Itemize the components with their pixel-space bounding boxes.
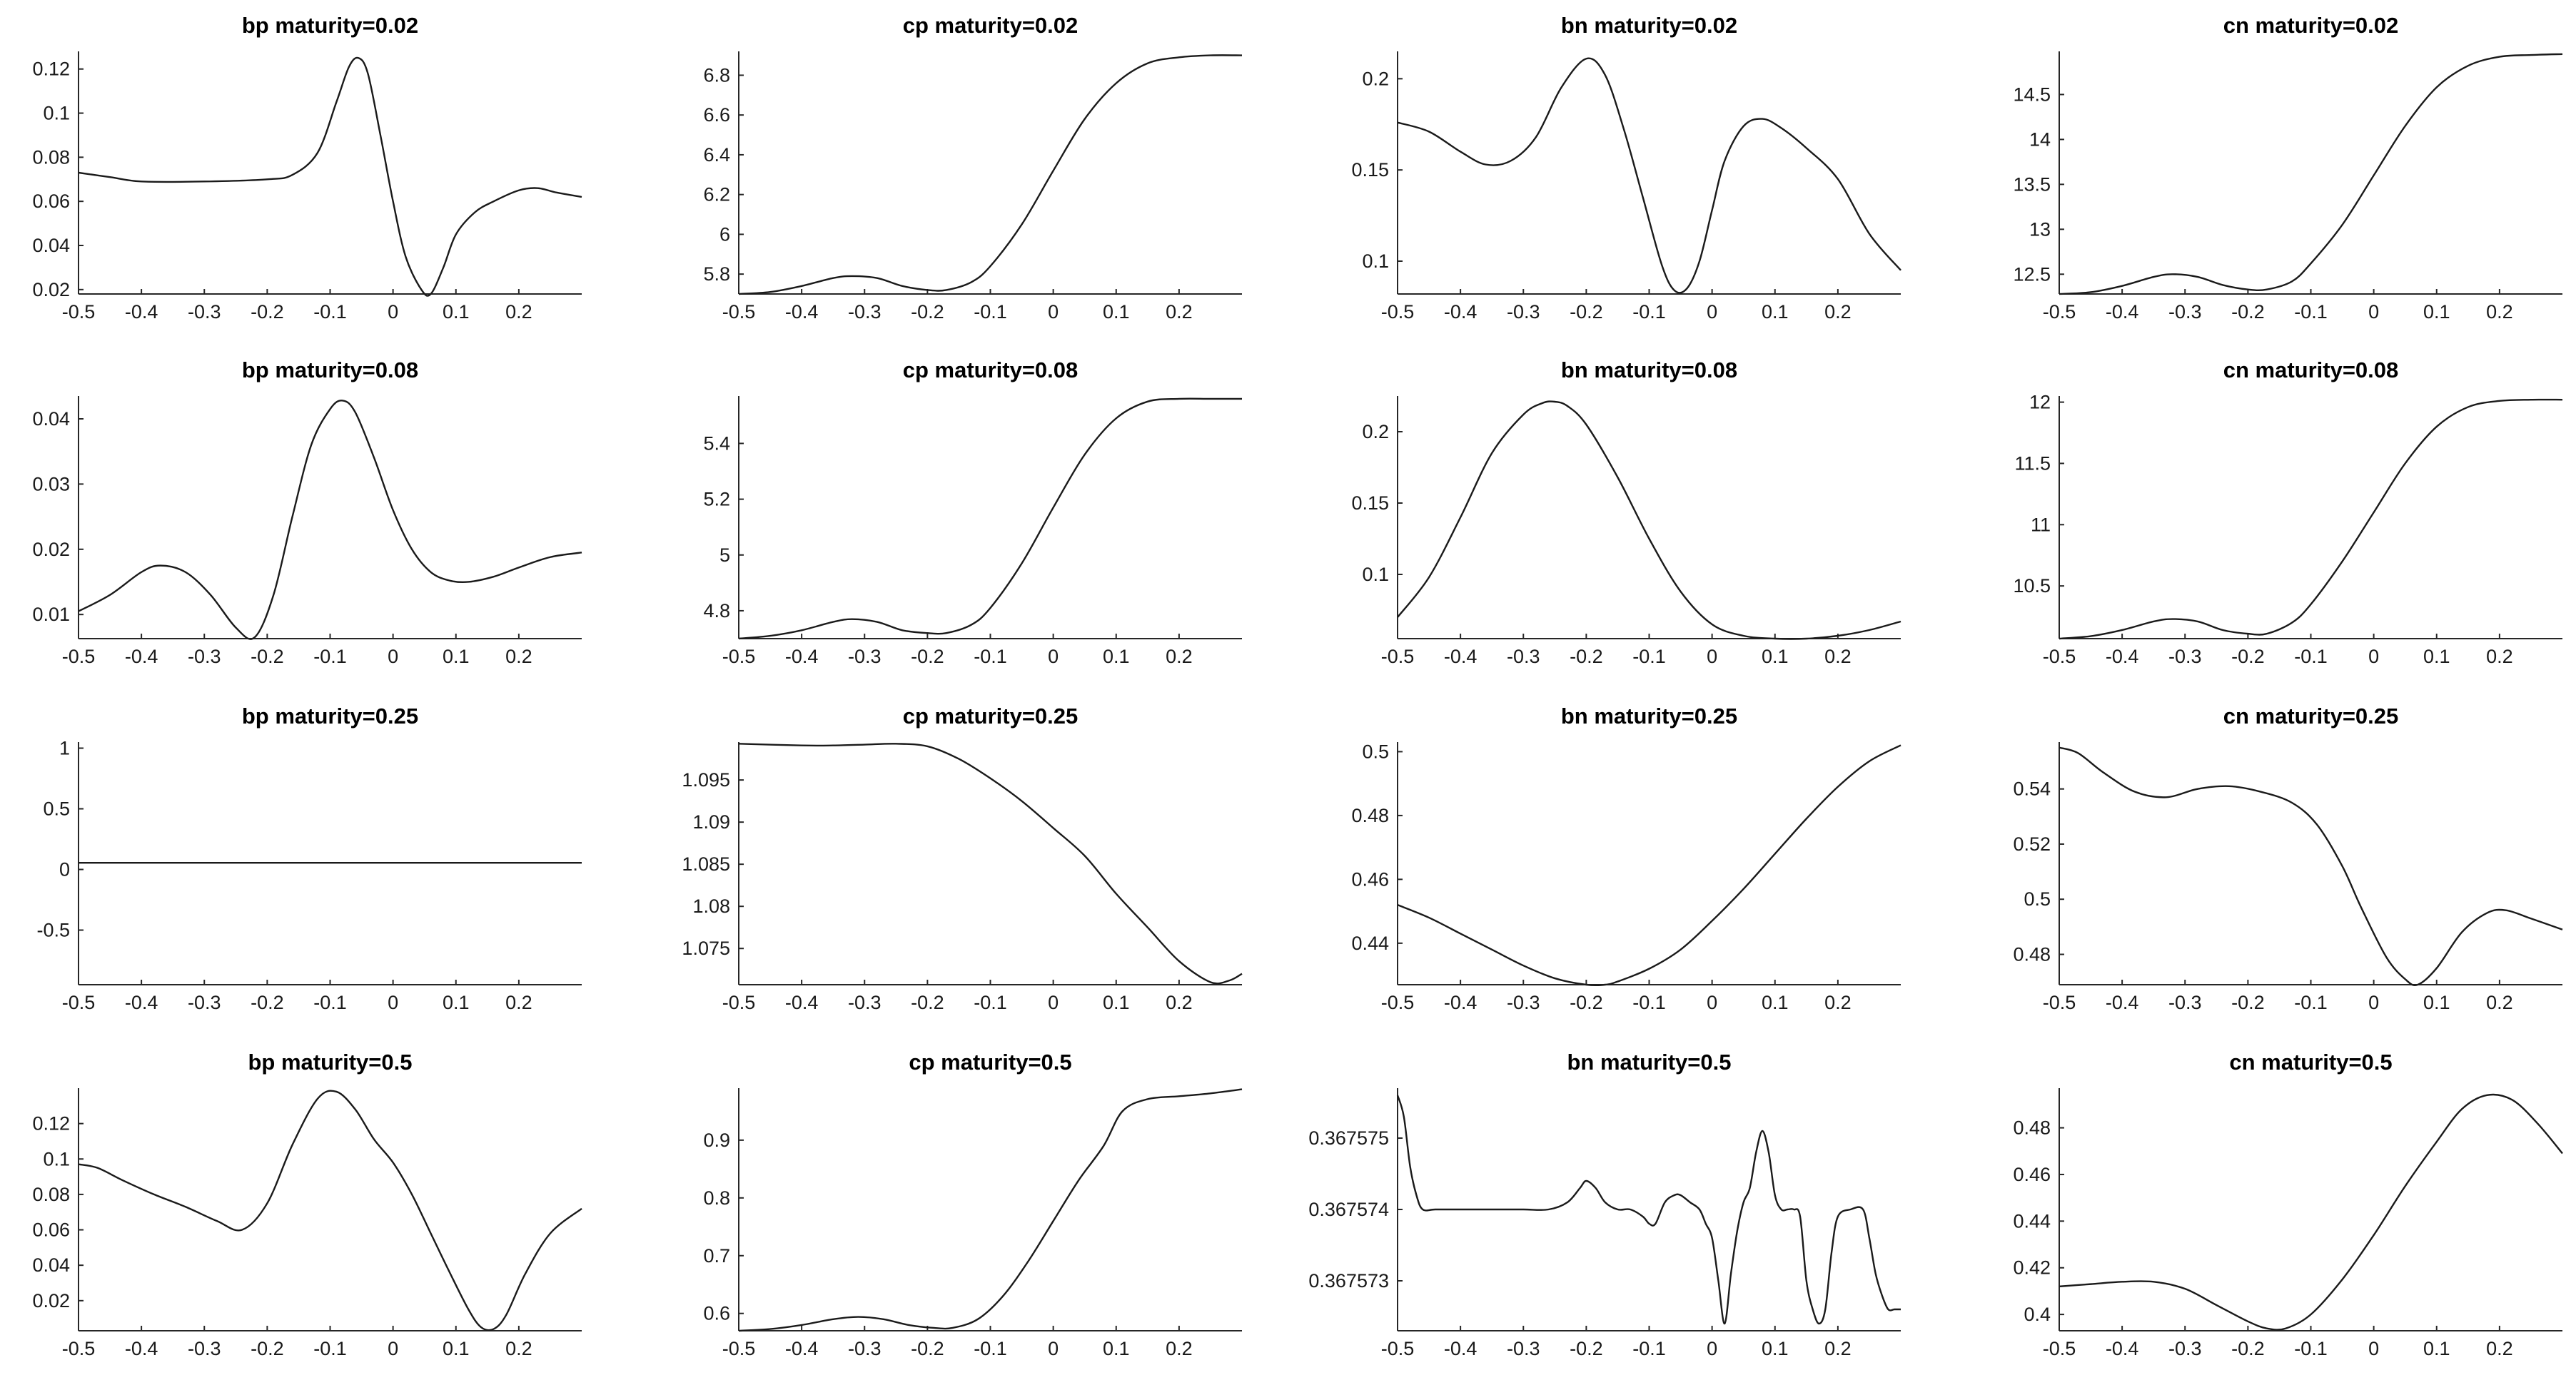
- y-tick-label: 0.1: [43, 1148, 70, 1170]
- x-tick-label: -0.3: [1506, 992, 1540, 1013]
- x-tick-label: 0.1: [442, 301, 470, 323]
- y-tick-label: 0.02: [32, 1289, 70, 1311]
- subplot-title: cn maturity=0.5: [2229, 1050, 2393, 1075]
- y-tick-label: 0.46: [2013, 1163, 2051, 1185]
- y-tick-label: -0.5: [36, 919, 70, 941]
- x-tick-label: 0.1: [442, 1338, 470, 1359]
- y-tick-label: 0.5: [2024, 888, 2051, 910]
- x-tick-label: -0.1: [2294, 992, 2328, 1013]
- y-tick-label: 0.04: [32, 1254, 70, 1277]
- x-tick-label: -0.3: [847, 1338, 882, 1359]
- subplot-title: cp maturity=0.5: [909, 1050, 1072, 1075]
- x-tick-label: -0.4: [2105, 301, 2139, 323]
- y-tick-label: 1.085: [682, 853, 730, 876]
- y-tick-label: 0: [59, 858, 70, 881]
- series-line: [1398, 1095, 1901, 1324]
- x-tick-label: -0.2: [911, 646, 944, 667]
- y-tick-label: 0.15: [1351, 159, 1389, 181]
- series-line: [739, 1090, 1242, 1331]
- y-tick-label: 0.5: [43, 798, 70, 820]
- x-tick-label: -0.4: [1443, 646, 1478, 667]
- x-tick-label: -0.2: [251, 992, 284, 1013]
- x-tick-label: -0.4: [784, 992, 819, 1013]
- y-tick-label: 0.7: [703, 1244, 730, 1267]
- x-tick-label: -0.3: [847, 301, 882, 323]
- x-tick-label: -0.1: [1632, 1338, 1666, 1359]
- y-tick-label: 0.367573: [1308, 1270, 1389, 1292]
- subplot-title: cp maturity=0.08: [902, 357, 1079, 382]
- x-tick-label: 0.2: [1824, 992, 1852, 1013]
- x-tick-label: -0.1: [2294, 646, 2328, 667]
- x-tick-label: -0.2: [1570, 1338, 1603, 1359]
- x-tick-label: -0.2: [2231, 301, 2265, 323]
- x-tick-label: -0.3: [2168, 992, 2202, 1013]
- y-tick-label: 1.075: [682, 938, 730, 960]
- x-tick-label: -0.3: [1506, 1338, 1540, 1359]
- x-tick-label: 0.1: [1102, 646, 1130, 667]
- series-line: [739, 744, 1242, 983]
- x-tick-label: 0.2: [1824, 1338, 1852, 1359]
- x-tick-label: 0: [1048, 1338, 1059, 1359]
- x-tick-label: 0: [2368, 301, 2380, 323]
- x-tick-label: -0.5: [1380, 646, 1415, 667]
- y-tick-label: 4.8: [703, 599, 730, 621]
- x-tick-label: 0.1: [1761, 646, 1789, 667]
- x-tick-label: 0.1: [2423, 646, 2450, 667]
- y-tick-label: 0.2: [1362, 68, 1389, 90]
- subplot-title: cn maturity=0.25: [2223, 704, 2399, 729]
- y-tick-label: 0.54: [2013, 778, 2051, 800]
- series-line: [1398, 745, 1901, 985]
- y-tick-label: 0.6: [703, 1302, 730, 1324]
- y-tick-label: 0.48: [2013, 1117, 2051, 1139]
- x-tick-label: 0: [388, 646, 399, 667]
- x-tick-label: -0.4: [2105, 992, 2139, 1013]
- x-tick-label: -0.4: [124, 646, 158, 667]
- y-tick-label: 1.09: [692, 811, 730, 833]
- subplot-bp-maturity-0.25: [36, 704, 582, 1013]
- x-tick-label: -0.1: [2294, 301, 2328, 323]
- x-tick-label: 0.2: [1166, 992, 1193, 1013]
- y-tick-label: 0.52: [2013, 833, 2051, 855]
- y-tick-label: 5.2: [703, 488, 730, 510]
- y-tick-label: 0.9: [703, 1129, 730, 1151]
- x-tick-label: 0: [2368, 1338, 2380, 1359]
- x-tick-label: -0.2: [2231, 992, 2265, 1013]
- y-tick-label: 0.367575: [1308, 1127, 1389, 1149]
- x-tick-label: -0.5: [61, 646, 96, 667]
- y-tick-label: 11: [2030, 514, 2051, 536]
- x-tick-label: 0.1: [1102, 301, 1130, 323]
- x-tick-label: -0.4: [2105, 1338, 2139, 1359]
- x-tick-label: -0.3: [847, 992, 882, 1013]
- y-tick-label: 0.1: [1362, 250, 1389, 272]
- subplot-title: bp maturity=0.02: [241, 13, 419, 38]
- x-tick-label: 0.1: [442, 646, 470, 667]
- x-tick-label: -0.5: [1380, 992, 1415, 1013]
- y-tick-label: 0.367574: [1308, 1199, 1389, 1220]
- x-tick-label: 0.2: [505, 301, 532, 323]
- y-tick-label: 5: [719, 544, 730, 566]
- subplot-title: bp maturity=0.5: [248, 1050, 413, 1075]
- x-tick-label: -0.5: [1380, 301, 1415, 323]
- y-tick-label: 0.48: [2013, 943, 2051, 965]
- x-tick-label: -0.5: [2042, 301, 2076, 323]
- x-tick-label: -0.2: [911, 1338, 944, 1359]
- series-line: [1398, 402, 1901, 639]
- x-tick-label: -0.5: [61, 301, 96, 323]
- subplot-cp-maturity-0.02: [703, 13, 1242, 323]
- subplot-cn-maturity-0.08: [2013, 357, 2562, 667]
- x-tick-label: -0.1: [974, 301, 1007, 323]
- y-tick-label: 0.02: [32, 278, 70, 300]
- x-tick-label: 0.1: [1761, 301, 1789, 323]
- y-tick-label: 0.06: [32, 191, 70, 213]
- x-tick-label: -0.3: [1506, 646, 1540, 667]
- y-tick-label: 1: [59, 737, 70, 759]
- series-line: [79, 1091, 582, 1331]
- y-tick-label: 0.12: [32, 58, 70, 80]
- y-tick-label: 0.5: [1362, 741, 1389, 763]
- y-tick-label: 0.1: [43, 102, 70, 124]
- x-tick-label: 0.1: [442, 992, 470, 1013]
- series-line: [79, 58, 582, 296]
- x-tick-label: 0.2: [2486, 646, 2513, 667]
- x-tick-label: -0.1: [313, 992, 347, 1013]
- x-tick-label: 0.1: [1102, 1338, 1130, 1359]
- x-tick-label: -0.1: [313, 301, 347, 323]
- x-tick-label: -0.3: [187, 301, 221, 323]
- series-line: [79, 400, 582, 639]
- x-tick-label: -0.3: [187, 646, 221, 667]
- y-tick-label: 6.8: [703, 64, 730, 86]
- x-tick-label: -0.2: [251, 646, 284, 667]
- subplot-title: cp maturity=0.25: [902, 704, 1079, 729]
- x-tick-label: -0.1: [1632, 301, 1666, 323]
- x-tick-label: 0: [2368, 992, 2380, 1013]
- x-tick-label: -0.4: [124, 992, 158, 1013]
- y-tick-label: 14: [2029, 128, 2051, 151]
- x-tick-label: 0.2: [505, 646, 532, 667]
- subplot-title: bn maturity=0.08: [1560, 357, 1738, 382]
- y-tick-label: 12.5: [2013, 263, 2051, 285]
- subplot-cp-maturity-0.08: [703, 357, 1242, 667]
- x-tick-label: -0.5: [2042, 1338, 2076, 1359]
- x-tick-label: -0.3: [2168, 301, 2202, 323]
- x-tick-label: 0.1: [2423, 301, 2450, 323]
- subplot-cn-maturity-0.5: [2013, 1050, 2562, 1359]
- x-tick-label: -0.3: [1506, 301, 1540, 323]
- y-tick-label: 5.8: [703, 263, 730, 285]
- y-tick-label: 0.42: [2013, 1257, 2051, 1279]
- series-line: [2059, 400, 2562, 639]
- x-tick-label: -0.5: [1380, 1338, 1415, 1359]
- x-tick-label: -0.2: [1570, 992, 1603, 1013]
- x-tick-label: -0.5: [61, 992, 96, 1013]
- x-tick-label: -0.4: [784, 301, 819, 323]
- subplot-cp-maturity-0.5: [703, 1050, 1242, 1359]
- subplot-title: cn maturity=0.08: [2223, 357, 2399, 382]
- series-line: [739, 399, 1242, 639]
- x-tick-label: 0.2: [2486, 301, 2513, 323]
- y-tick-label: 0.1: [1362, 564, 1389, 585]
- subplot-cp-maturity-0.25: [682, 704, 1242, 1013]
- x-tick-label: 0.2: [1166, 1338, 1193, 1359]
- y-tick-label: 0.04: [32, 407, 70, 430]
- x-tick-label: -0.2: [1570, 301, 1603, 323]
- y-tick-label: 6: [719, 223, 730, 245]
- x-tick-label: 0: [1707, 646, 1718, 667]
- y-tick-label: 0.03: [32, 473, 70, 495]
- x-tick-label: -0.5: [722, 646, 756, 667]
- subplot-bn-maturity-0.25: [1351, 704, 1901, 1013]
- x-tick-label: 0: [1707, 992, 1718, 1013]
- x-tick-label: 0: [1048, 646, 1059, 667]
- y-tick-label: 13.5: [2013, 173, 2051, 196]
- x-tick-label: -0.4: [1443, 992, 1478, 1013]
- y-tick-label: 12: [2029, 391, 2051, 413]
- subplot-bn-maturity-0.5: [1308, 1050, 1901, 1359]
- series-line: [1398, 59, 1901, 293]
- y-tick-label: 0.2: [1362, 421, 1389, 442]
- y-tick-label: 5.4: [703, 432, 730, 455]
- series-line: [739, 55, 1242, 294]
- y-tick-label: 0.01: [32, 604, 70, 626]
- y-tick-label: 0.44: [1351, 932, 1389, 954]
- x-tick-label: -0.1: [1632, 992, 1666, 1013]
- x-tick-label: -0.1: [1632, 646, 1666, 667]
- x-tick-label: -0.4: [1443, 1338, 1478, 1359]
- y-tick-label: 0.8: [703, 1187, 730, 1209]
- x-tick-label: -0.2: [251, 301, 284, 323]
- y-tick-label: 0.08: [32, 1183, 70, 1205]
- y-tick-label: 0.44: [2013, 1210, 2051, 1232]
- series-line: [2059, 748, 2562, 985]
- x-tick-label: 0.2: [1166, 301, 1193, 323]
- x-tick-label: -0.3: [2168, 1338, 2202, 1359]
- x-tick-label: 0: [1048, 992, 1059, 1013]
- x-tick-label: -0.3: [187, 992, 221, 1013]
- x-tick-label: -0.2: [251, 1338, 284, 1359]
- subplot-cn-maturity-0.02: [2013, 13, 2562, 323]
- x-tick-label: 0.1: [2423, 1338, 2450, 1359]
- y-tick-label: 0.06: [32, 1219, 70, 1241]
- subplot-title: bn maturity=0.25: [1560, 704, 1738, 729]
- x-tick-label: -0.4: [784, 1338, 819, 1359]
- x-tick-label: -0.2: [2231, 646, 2265, 667]
- y-tick-label: 11.5: [2014, 452, 2051, 475]
- x-tick-label: -0.5: [2042, 992, 2076, 1013]
- y-tick-label: 0.12: [32, 1112, 70, 1135]
- x-tick-label: -0.1: [974, 1338, 1007, 1359]
- y-tick-label: 0.04: [32, 235, 70, 256]
- y-tick-label: 0.4: [2024, 1304, 2051, 1326]
- x-tick-label: -0.5: [722, 992, 756, 1013]
- y-tick-label: 0.46: [1351, 868, 1389, 891]
- x-tick-label: -0.1: [974, 992, 1007, 1013]
- x-tick-label: -0.2: [911, 992, 944, 1013]
- y-tick-label: 14.5: [2013, 83, 2051, 106]
- y-tick-label: 13: [2029, 218, 2051, 240]
- x-tick-label: 0.2: [2486, 1338, 2513, 1359]
- x-tick-label: -0.2: [2231, 1338, 2265, 1359]
- x-tick-label: -0.5: [2042, 646, 2076, 667]
- x-tick-label: -0.5: [722, 1338, 756, 1359]
- x-tick-label: -0.2: [1570, 646, 1603, 667]
- subplot-bn-maturity-0.08: [1351, 357, 1901, 667]
- x-tick-label: -0.4: [784, 646, 819, 667]
- y-tick-label: 0.02: [32, 538, 70, 560]
- x-tick-label: 0.1: [1761, 1338, 1789, 1359]
- x-tick-label: -0.3: [187, 1338, 221, 1359]
- y-tick-label: 0.08: [32, 146, 70, 168]
- subplot-title: cp maturity=0.02: [902, 13, 1079, 38]
- x-tick-label: -0.1: [974, 646, 1007, 667]
- x-tick-label: 0: [388, 1338, 399, 1359]
- subplot-bn-maturity-0.02: [1351, 13, 1901, 323]
- x-tick-label: 0.1: [2423, 992, 2450, 1013]
- x-tick-label: -0.5: [722, 301, 756, 323]
- subplot-bp-maturity-0.08: [32, 357, 582, 667]
- subplot-bp-maturity-0.02: [32, 13, 582, 323]
- x-tick-label: 0: [388, 301, 399, 323]
- series-line: [2059, 1095, 2562, 1330]
- series-line: [2059, 54, 2562, 294]
- y-tick-label: 0.15: [1351, 492, 1389, 514]
- x-tick-label: -0.4: [124, 301, 158, 323]
- subplot-title: bp maturity=0.25: [241, 704, 419, 729]
- y-tick-label: 1.08: [692, 896, 730, 918]
- subplot-title: bn maturity=0.02: [1560, 13, 1738, 38]
- x-tick-label: 0: [388, 992, 399, 1013]
- y-tick-label: 6.4: [703, 143, 730, 166]
- x-tick-label: 0.2: [1824, 301, 1852, 323]
- x-tick-label: 0.2: [2486, 992, 2513, 1013]
- x-tick-label: -0.3: [847, 646, 882, 667]
- x-tick-label: 0.2: [505, 1338, 532, 1359]
- y-tick-label: 6.6: [703, 104, 730, 126]
- x-tick-label: -0.4: [2105, 646, 2139, 667]
- x-tick-label: -0.4: [124, 1338, 158, 1359]
- subplot-title: bp maturity=0.08: [241, 357, 419, 382]
- subplot-cn-maturity-0.25: [2013, 704, 2562, 1013]
- y-tick-label: 10.5: [2013, 575, 2051, 597]
- x-tick-label: 0: [1707, 301, 1718, 323]
- subplot-title: bn maturity=0.5: [1567, 1050, 1732, 1075]
- x-tick-label: 0: [1048, 301, 1059, 323]
- y-tick-label: 1.095: [682, 769, 730, 791]
- y-tick-label: 6.2: [703, 183, 730, 206]
- y-tick-label: 0.48: [1351, 804, 1389, 826]
- x-tick-label: 0: [1707, 1338, 1718, 1359]
- x-tick-label: -0.4: [1443, 301, 1478, 323]
- x-tick-label: -0.2: [911, 301, 944, 323]
- x-tick-label: 0.2: [505, 992, 532, 1013]
- x-tick-label: -0.5: [61, 1338, 96, 1359]
- subplot-title: cn maturity=0.02: [2223, 13, 2399, 38]
- x-tick-label: -0.1: [2294, 1338, 2328, 1359]
- x-tick-label: 0: [2368, 646, 2380, 667]
- x-tick-label: -0.3: [2168, 646, 2202, 667]
- x-tick-label: 0.1: [1761, 992, 1789, 1013]
- x-tick-label: 0.2: [1824, 646, 1852, 667]
- x-tick-label: -0.1: [313, 646, 347, 667]
- subplot-bp-maturity-0.5: [32, 1050, 582, 1359]
- x-tick-label: 0.1: [1102, 992, 1130, 1013]
- x-tick-label: 0.2: [1166, 646, 1193, 667]
- x-tick-label: -0.1: [313, 1338, 347, 1359]
